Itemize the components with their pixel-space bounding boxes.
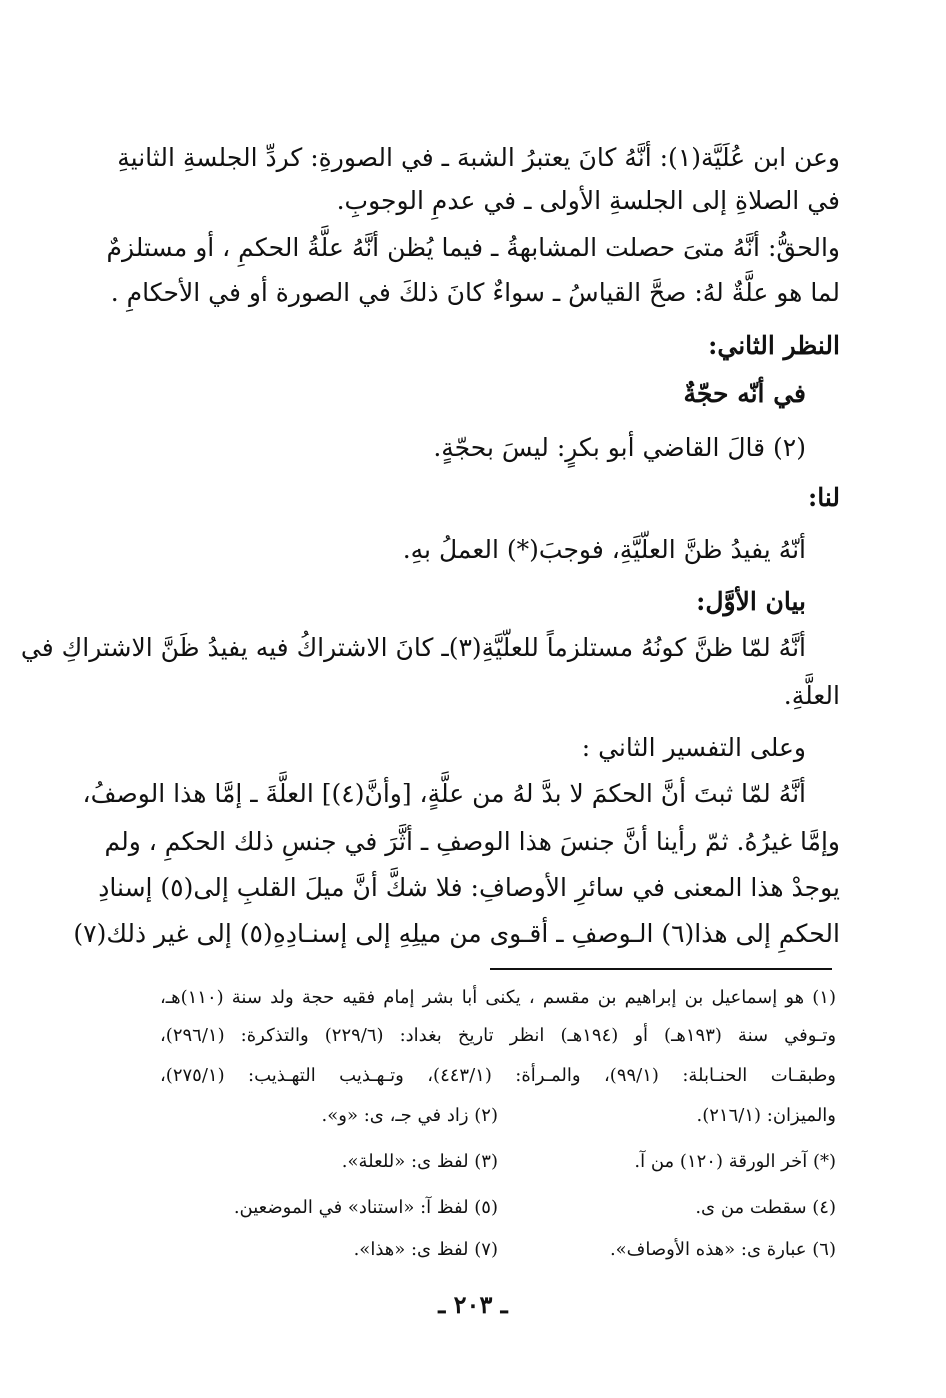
body-line: في الصلاةِ إلى الجلسةِ الأولى ـ في عدمِ الوجوبِ. xyxy=(336,186,840,215)
footnote-6: (٦) عبارة ى: «هذه الأوصاف». xyxy=(609,1239,836,1260)
footnote-line: (١) هو إسماعيل بن إبراهيم بن مقسم ، يكنى أبا بشر إمام فقيه حجة ولد سنة (١١٠)هـ، xyxy=(160,987,836,1008)
body-line: أنَّهُ لمّا ظنَّ كونُهُ مستلزماً للعلّيَّةِ(٣)ـ كانَ الاشتراكُ فيه يفيدُ ظَنَّ الاشتراكِ في xyxy=(20,633,806,662)
body-line: لما هو علَّةٌ لهُ: صحَّ القياسُ ـ سواءٌ كانَ ذلكَ في الصورة أو في الأحكامِ . xyxy=(110,278,840,307)
body-line: والحقُّ: أنَّهُ متىَ حصلت المشابهةُ ـ فيما يُظن أنَّهُ علَّةُ الحكمِ ، أو مستلزمٌ xyxy=(106,233,840,262)
subheading: بيان الأوَّل: xyxy=(696,587,806,616)
body-line: أنّهُ يفيدُ ظنَّ العلّيَّةِ، فوجبَ(*) العملُ بهِ. xyxy=(402,535,806,564)
footnote-star: (*) آخر الورقة (١٢٠) من آ. xyxy=(634,1151,836,1172)
body-line: الحكمِ إلى هذا(٦) الـوصفِ ـ أقـوى من ميلِهِ إلى إسنـادِهِ(٥) إلى غير ذلك(٧) xyxy=(73,919,840,948)
footnote-3: (٣) لفظ ى: «للعلة». xyxy=(341,1151,498,1172)
section-heading: لنا: xyxy=(807,483,840,512)
body-line: وإمَّا غيرُهُ. ثمّ رأينا أنَّ جنسَ هذا الوصفِ ـ أثَّرَ في جنسِ ذلك الحكمِ ، ولم xyxy=(104,827,840,856)
footnote-1-end: والميزان: (٢١٦/١). xyxy=(696,1105,836,1126)
footnote-line: وتـوفي سنة (١٩٣هـ) أو (١٩٤هـ) انظر تاريخ بغداد: (٢٢٩/٦) والتذكرة: (٢٩٦/١)، xyxy=(160,1025,837,1046)
body-line: وعلى التفسير الثاني : xyxy=(581,733,806,762)
body-line: العلَّةِ. xyxy=(783,681,840,710)
body-line: يوجدْ هذا المعنى في سائرِ الأوصافِ: فلا شكَّ أنَّ ميلَ القلبِ إلى(٥) إسنادِ xyxy=(98,873,840,902)
body-line: أنَّهُ لمّا ثبتَ أنَّ الحكمَ لا بدَّ لهُ من علَّةٍ، [وأنَّ(٤)] العلَّةَ ـ إمَّا هذا الوصفُ، xyxy=(82,779,806,808)
footnote-5: (٥) لفظ آ: «استناد» في الموضعين. xyxy=(233,1197,498,1218)
footnote-4: (٤) سقطت من ى. xyxy=(695,1197,836,1218)
subheading: في أنّه حجّةٌ xyxy=(683,379,806,408)
body-line: وعن ابن عُلَيَّة(١): أنَّهُ كانَ يعتبرُ الشبهَ ـ في الصورةِ: كردِّ الجلسةِ الثانيةِ xyxy=(117,143,840,172)
body-line: (٢) قالَ القاضي أبو بكرٍ: ليسَ بحجّةٍ. xyxy=(433,433,806,462)
footnote-2: (٢) زاد في جـ، ى: «و». xyxy=(321,1105,498,1126)
page-number: ـ ٢٠٣ ـ xyxy=(438,1290,508,1319)
footnote-7: (٧) لفظ ى: «هذا». xyxy=(353,1239,498,1260)
footnote-line: وطبقـات الحنـابلة: (٩٩/١)، والمـرأة: (٤٤٣/١)، وتـهـذيب التهـذيب: (٢٧٥/١)، xyxy=(160,1065,836,1086)
section-heading: النظر الثاني: xyxy=(708,331,840,360)
footnote-divider xyxy=(490,968,832,970)
